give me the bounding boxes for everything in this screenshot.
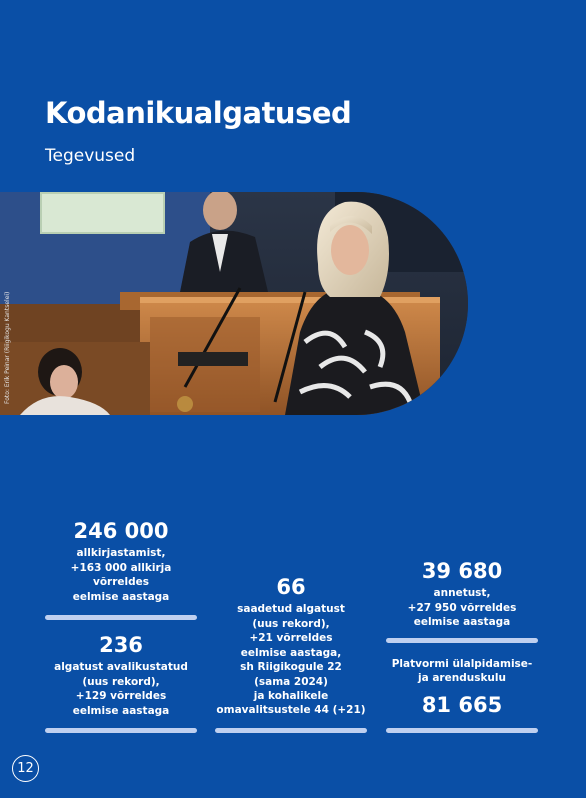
stat-value: 39 680 bbox=[421, 559, 503, 583]
divider-bar bbox=[215, 728, 367, 733]
divider-bar bbox=[386, 728, 538, 733]
page-number: 12 bbox=[12, 755, 39, 782]
stat-description: Platvormi ülalpidamise- ja arenduskulu bbox=[391, 658, 533, 685]
stat-platform-cost bbox=[380, 657, 544, 717]
divider-bar bbox=[45, 728, 197, 733]
stat-sent bbox=[206, 576, 376, 718]
stat-donations bbox=[386, 560, 538, 630]
divider-bar bbox=[45, 615, 197, 620]
stat-description: allkirjastamist, +163 000 allkirja võrreldes eelmise aastaga bbox=[70, 547, 172, 603]
stat-value: 236 bbox=[99, 633, 143, 657]
stat-description: saadetud algatust (uus rekord), +21 võrreldes eelmise aastaga, sh Riigikogule 22 (sama 2024) ja kohalikele omavalitsustele 44 (+21) bbox=[216, 603, 366, 717]
stat-description: annetust, +27 950 võrreldes eelmise aastaga bbox=[407, 587, 517, 629]
stat-value: 81 665 bbox=[421, 692, 503, 717]
stat-value: 246 000 bbox=[73, 519, 169, 543]
stat-published bbox=[45, 634, 197, 718]
divider-bar bbox=[386, 638, 538, 643]
photo-credit: Foto: Erik Peinar (Riigikogu Kantselei) bbox=[4, 291, 11, 404]
stat-signatures bbox=[45, 520, 197, 604]
stat-value: 66 bbox=[276, 575, 306, 599]
stat-description: algatust avalikustatud (uus rekord), +129 võrreldes eelmise aastaga bbox=[54, 661, 188, 717]
page-title: Kodanikualgatused bbox=[45, 96, 352, 130]
parliament-photo bbox=[0, 192, 468, 415]
page-subtitle: Tegevused bbox=[45, 146, 136, 166]
